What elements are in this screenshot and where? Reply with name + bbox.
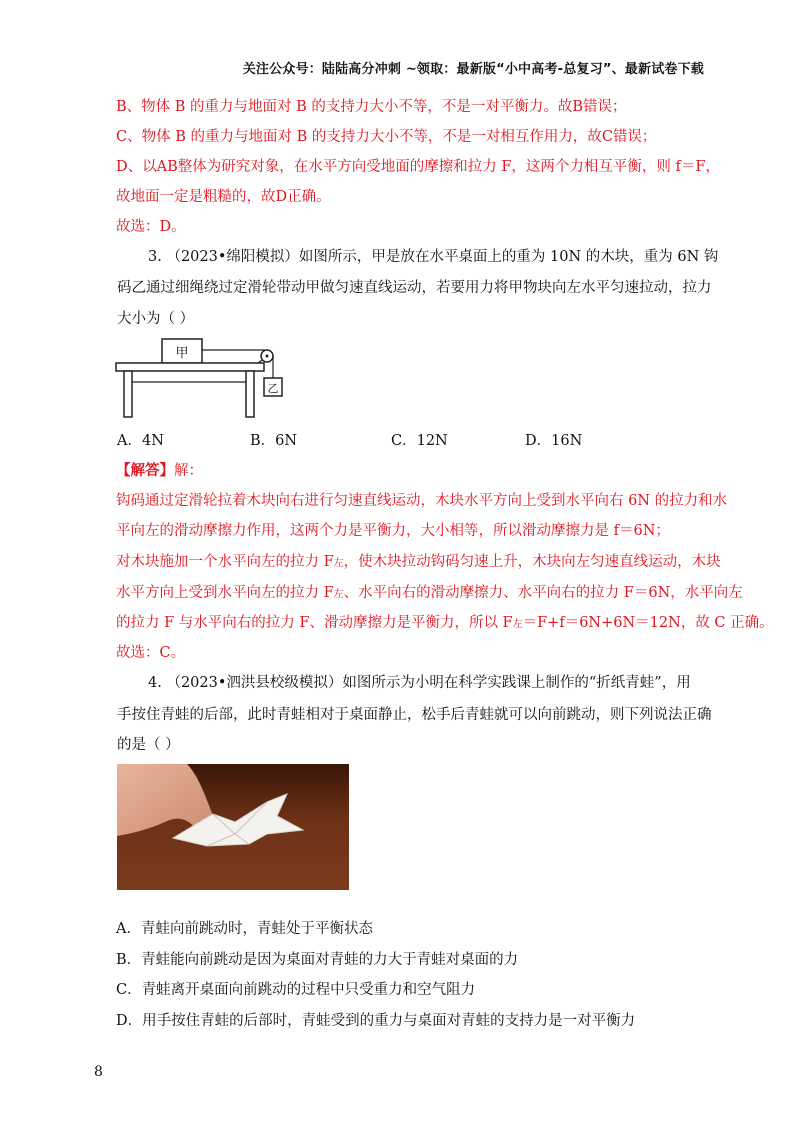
- table-top: [116, 363, 264, 371]
- q3-sol3-part-b: ，使木块拉动钩码匀速上升，木块向左匀速直线运动，木块: [343, 554, 721, 570]
- q4-option-b[interactable]: B．青蛙能向前跳动是因为桌面对青蛙的力大于青蛙对桌面的力: [116, 952, 519, 968]
- q3-sol3-part-a: 对木块施加一个水平向左的拉力 F: [116, 554, 334, 570]
- prev-solution-d1: D、以AB整体为研究对象，在水平方向受地面的摩擦和拉力 F，这两个力相互平衡，则 f＝F，: [116, 159, 720, 175]
- q3-sol4-subscript: 左: [333, 589, 344, 600]
- paper-frog-photo: [117, 764, 349, 890]
- pulley-axle: [266, 355, 269, 358]
- q3-sol4-part-a: 水平方向上受到水平向左的拉力 F: [116, 585, 334, 601]
- q4-stem-line1: 4. （2023•泗洪县校级模拟）如图所示为小明在科学实践课上制作的“折纸青蛙”，用: [148, 675, 691, 691]
- q4-option-c[interactable]: C．青蛙离开桌面向前跳动的过程中只受重力和空气阻力: [116, 982, 476, 998]
- q3-option-c[interactable]: C．12N: [391, 433, 448, 449]
- table-leg-right: [246, 371, 254, 417]
- q3-sol3-subscript: 左: [333, 558, 344, 569]
- q3-stem-line2: 码乙通过细绳绕过定滑轮带动甲做匀速直线运动，若要用力将甲物块向左水平匀速拉动，拉力: [117, 280, 712, 296]
- q3-solution-title: 【解答】: [116, 462, 174, 479]
- q4-stem-line3: 的是（ ）: [117, 737, 180, 753]
- q3-sol5-part-b: ＝F+f＝6N+6N＝12N，故 C 正确。: [522, 615, 774, 631]
- q3-solution-heading: [116, 462, 203, 480]
- q3-solution-line4: [116, 584, 743, 604]
- block-jia-label: 甲: [175, 346, 189, 361]
- prev-solution-d2: 故地面一定是粗糙的，故D正确。: [116, 189, 331, 205]
- q3-stem-line1: 3. （2023•绵阳模拟）如图所示，甲是放在水平桌面上的重为 10N 的木块，重为 6N 钩: [148, 249, 719, 265]
- page-number: 8: [94, 1064, 103, 1080]
- q3-option-a[interactable]: A．4N: [117, 433, 164, 449]
- q3-solution-title-suffix: 解：: [174, 463, 203, 479]
- q4-option-d[interactable]: D．用手按住青蛙的后部时，青蛙受到的重力与桌面对青蛙的支持力是一对平衡力: [116, 1013, 636, 1029]
- table-leg-left: [124, 371, 132, 417]
- q3-solution-line3: [116, 553, 721, 573]
- q3-solution-line5: [116, 614, 774, 634]
- prev-solution-b: B、物体 B 的重力与地面对 B 的支持力大小不等，不是一对平衡力。故B错误；: [116, 99, 627, 115]
- q3-sol5-subscript: 左: [512, 619, 523, 630]
- q4-option-a[interactable]: A．青蛙向前跳动时，青蛙处于平衡状态: [116, 921, 373, 937]
- q3-sol4-part-b: 、水平向右的滑动摩擦力、水平向右的拉力 F＝6N，水平向左: [343, 585, 743, 601]
- q4-stem-line2: 手按住青蛙的后部，此时青蛙相对于桌面静止，松手后青蛙就可以向前跳动，则下列说法正确: [117, 707, 712, 723]
- q3-option-b[interactable]: B．6N: [250, 433, 298, 449]
- prev-answer: 故选：D。: [116, 219, 186, 235]
- q3-solution-line1: 钩码通过定滑轮拉着木块向右进行匀速直线运动，木块水平方向上受到水平向右 6N 的拉力和水: [116, 493, 728, 509]
- q3-answer: 故选：C。: [116, 645, 186, 661]
- q3-stem-line3: 大小为（ ）: [117, 311, 195, 327]
- q3-option-d[interactable]: D．16N: [525, 433, 583, 449]
- prev-solution-c: C、物体 B 的重力与地面对 B 的支持力大小不等，不是一对相互作用力，故C错误；: [116, 129, 657, 145]
- page-header: 关注公众号：陆陆高分冲刺 ~领取：最新版“小中高考-总复习”、最新试卷下载: [242, 62, 704, 77]
- q3-sol5-part-a: 的拉力 F 与水平向右的拉力 F、滑动摩擦力是平衡力，所以 F: [116, 615, 513, 631]
- q3-solution-line2: 平向左的滑动摩擦力作用，这两个力是平衡力，大小相等，所以滑动摩擦力是 f＝6N；: [116, 523, 670, 539]
- weight-yi-label: 乙: [267, 382, 279, 395]
- table-pulley-figure: [114, 338, 290, 420]
